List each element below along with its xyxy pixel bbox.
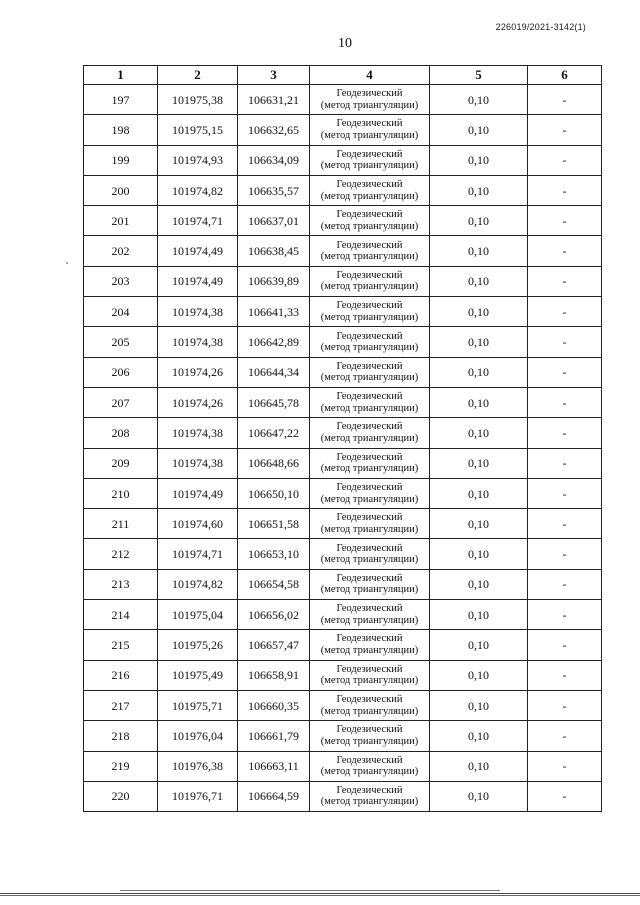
- method-detail: (метод триангуляции): [320, 311, 419, 323]
- method-detail: (метод триангуляции): [320, 402, 419, 414]
- method-cell: [310, 418, 430, 448]
- document-number: 226019/2021-3142(1): [495, 22, 586, 32]
- point-number-cell: 219: [84, 751, 158, 781]
- note-cell: -: [528, 206, 602, 236]
- note-cell: -: [528, 145, 602, 175]
- point-number-cell: 213: [84, 569, 158, 599]
- y-coordinate-cell: 106657,47: [238, 630, 310, 660]
- y-coordinate-cell: 106641,33: [238, 297, 310, 327]
- note-cell: -: [528, 418, 602, 448]
- accuracy-cell: 0,10: [430, 115, 528, 145]
- method-cell: [310, 115, 430, 145]
- table-row: [84, 600, 602, 630]
- table-row: [84, 327, 602, 357]
- method-detail: (метод триангуляции): [320, 160, 419, 172]
- method-name: Геодезический: [336, 391, 403, 403]
- table-row: [84, 751, 602, 781]
- table-row: [84, 115, 602, 145]
- accuracy-cell: 0,10: [430, 327, 528, 357]
- x-coordinate-cell: 101976,04: [158, 721, 238, 751]
- table-row: [84, 206, 602, 236]
- y-coordinate-cell: 106647,22: [238, 418, 310, 448]
- method-name: Геодезический: [336, 118, 403, 130]
- method-name: Геодезический: [336, 300, 403, 312]
- accuracy-cell: 0,10: [430, 236, 528, 266]
- method-cell: [310, 781, 430, 811]
- x-coordinate-cell: 101974,49: [158, 478, 238, 508]
- table-row: [84, 236, 602, 266]
- method-detail: (метод триангуляции): [320, 251, 419, 263]
- table-row: [84, 690, 602, 720]
- accuracy-cell: 0,10: [430, 448, 528, 478]
- method-cell: [310, 236, 430, 266]
- method-name: Геодезический: [336, 572, 403, 584]
- point-number-cell: 211: [84, 509, 158, 539]
- method-detail: (метод триангуляции): [320, 190, 419, 202]
- method-name: Геодезический: [336, 633, 403, 645]
- table-row: [84, 721, 602, 751]
- x-coordinate-cell: 101974,82: [158, 175, 238, 205]
- x-coordinate-cell: 101975,38: [158, 85, 238, 115]
- accuracy-cell: 0,10: [430, 85, 528, 115]
- table-row: [84, 569, 602, 599]
- page-number: 10: [338, 36, 352, 51]
- method-name: Геодезический: [336, 542, 403, 554]
- method-name: Геодезический: [336, 784, 403, 796]
- accuracy-cell: 0,10: [430, 478, 528, 508]
- table-row: [84, 448, 602, 478]
- method-detail: (метод триангуляции): [320, 735, 419, 747]
- method-cell: [310, 85, 430, 115]
- method-cell: [310, 357, 430, 387]
- method-detail: (метод триангуляции): [320, 493, 419, 505]
- column-header: 6: [528, 66, 602, 85]
- method-detail: (метод триангуляции): [320, 432, 419, 444]
- method-cell: [310, 387, 430, 417]
- point-number-cell: 218: [84, 721, 158, 751]
- method-name: Геодезический: [336, 451, 403, 463]
- note-cell: -: [528, 478, 602, 508]
- method-cell: [310, 600, 430, 630]
- point-number-cell: 210: [84, 478, 158, 508]
- method-cell: [310, 690, 430, 720]
- method-name: Геодезический: [336, 694, 403, 706]
- point-number-cell: 209: [84, 448, 158, 478]
- accuracy-cell: 0,10: [430, 175, 528, 205]
- x-coordinate-cell: 101974,38: [158, 448, 238, 478]
- point-number-cell: 215: [84, 630, 158, 660]
- y-coordinate-cell: 106645,78: [238, 387, 310, 417]
- method-name: Геодезический: [336, 754, 403, 766]
- x-coordinate-cell: 101975,71: [158, 690, 238, 720]
- method-cell: [310, 175, 430, 205]
- y-coordinate-cell: 106635,57: [238, 175, 310, 205]
- method-detail: (метод триангуляции): [320, 766, 419, 778]
- x-coordinate-cell: 101976,71: [158, 781, 238, 811]
- x-coordinate-cell: 101974,49: [158, 236, 238, 266]
- point-number-cell: 208: [84, 418, 158, 448]
- method-name: Геодезический: [336, 330, 403, 342]
- accuracy-cell: 0,10: [430, 781, 528, 811]
- method-detail: (метод триангуляции): [320, 523, 419, 535]
- note-cell: -: [528, 660, 602, 690]
- y-coordinate-cell: 106663,11: [238, 751, 310, 781]
- method-name: Геодезический: [336, 239, 403, 251]
- x-coordinate-cell: 101974,26: [158, 357, 238, 387]
- accuracy-cell: 0,10: [430, 660, 528, 690]
- note-cell: -: [528, 115, 602, 145]
- x-coordinate-cell: 101974,38: [158, 327, 238, 357]
- point-number-cell: 217: [84, 690, 158, 720]
- method-name: Геодезический: [336, 360, 403, 372]
- method-cell: [310, 660, 430, 690]
- method-cell: [310, 448, 430, 478]
- method-detail: (метод триангуляции): [320, 554, 419, 566]
- x-coordinate-cell: 101974,26: [158, 387, 238, 417]
- point-number-cell: 203: [84, 266, 158, 296]
- method-detail: (метод триангуляции): [320, 342, 419, 354]
- y-coordinate-cell: 106639,89: [238, 266, 310, 296]
- x-coordinate-cell: 101975,04: [158, 600, 238, 630]
- point-number-cell: 212: [84, 539, 158, 569]
- y-coordinate-cell: 106631,21: [238, 85, 310, 115]
- y-coordinate-cell: 106642,89: [238, 327, 310, 357]
- method-cell: [310, 478, 430, 508]
- accuracy-cell: 0,10: [430, 600, 528, 630]
- table-row: [84, 266, 602, 296]
- point-number-cell: 197: [84, 85, 158, 115]
- table-row: [84, 297, 602, 327]
- accuracy-cell: 0,10: [430, 569, 528, 599]
- method-detail: (метод триангуляции): [320, 584, 419, 596]
- y-coordinate-cell: 106664,59: [238, 781, 310, 811]
- accuracy-cell: 0,10: [430, 387, 528, 417]
- point-number-cell: 207: [84, 387, 158, 417]
- y-coordinate-cell: 106648,66: [238, 448, 310, 478]
- column-header: 3: [238, 66, 310, 85]
- note-cell: -: [528, 509, 602, 539]
- note-cell: -: [528, 236, 602, 266]
- point-number-cell: 198: [84, 115, 158, 145]
- x-coordinate-cell: 101975,49: [158, 660, 238, 690]
- column-header: 1: [84, 66, 158, 85]
- note-cell: -: [528, 85, 602, 115]
- point-number-cell: 204: [84, 297, 158, 327]
- y-coordinate-cell: 106638,45: [238, 236, 310, 266]
- table-body: [84, 85, 602, 812]
- y-coordinate-cell: 106658,91: [238, 660, 310, 690]
- y-coordinate-cell: 106651,58: [238, 509, 310, 539]
- coordinates-table: [83, 65, 602, 812]
- note-cell: -: [528, 751, 602, 781]
- point-number-cell: 205: [84, 327, 158, 357]
- table-row: [84, 387, 602, 417]
- note-cell: -: [528, 569, 602, 599]
- point-number-cell: 201: [84, 206, 158, 236]
- table-row: [84, 145, 602, 175]
- method-cell: [310, 509, 430, 539]
- table-row: [84, 660, 602, 690]
- method-name: Геодезический: [336, 663, 403, 675]
- accuracy-cell: 0,10: [430, 357, 528, 387]
- scan-speck: [66, 262, 68, 264]
- x-coordinate-cell: 101974,93: [158, 145, 238, 175]
- method-detail: (метод триангуляции): [320, 99, 419, 111]
- note-cell: -: [528, 690, 602, 720]
- table-row: [84, 509, 602, 539]
- y-coordinate-cell: 106661,79: [238, 721, 310, 751]
- method-cell: [310, 721, 430, 751]
- x-coordinate-cell: 101974,49: [158, 266, 238, 296]
- method-detail: (метод триангуляции): [320, 644, 419, 656]
- method-detail: (метод триангуляции): [320, 675, 419, 687]
- method-detail: (метод триангуляции): [320, 796, 419, 808]
- scan-artifact-line: [120, 890, 500, 891]
- y-coordinate-cell: 106656,02: [238, 600, 310, 630]
- method-name: Геодезический: [336, 421, 403, 433]
- method-detail: (метод триангуляции): [320, 372, 419, 384]
- table-row: [84, 781, 602, 811]
- table-row: [84, 85, 602, 115]
- accuracy-cell: 0,10: [430, 145, 528, 175]
- column-header: 4: [310, 66, 430, 85]
- x-coordinate-cell: 101974,82: [158, 569, 238, 599]
- method-detail: (метод триангуляции): [320, 463, 419, 475]
- table-row: [84, 357, 602, 387]
- accuracy-cell: 0,10: [430, 297, 528, 327]
- note-cell: -: [528, 448, 602, 478]
- table-row: [84, 478, 602, 508]
- x-coordinate-cell: 101974,71: [158, 206, 238, 236]
- point-number-cell: 202: [84, 236, 158, 266]
- note-cell: -: [528, 387, 602, 417]
- note-cell: -: [528, 266, 602, 296]
- column-header: 2: [158, 66, 238, 85]
- note-cell: -: [528, 297, 602, 327]
- scan-bottom-edge: [0, 893, 640, 896]
- x-coordinate-cell: 101974,71: [158, 539, 238, 569]
- method-cell: [310, 297, 430, 327]
- point-number-cell: 214: [84, 600, 158, 630]
- table-row: [84, 418, 602, 448]
- method-name: Геодезический: [336, 88, 403, 100]
- method-name: Геодезический: [336, 603, 403, 615]
- method-cell: [310, 751, 430, 781]
- table-row: [84, 175, 602, 205]
- table-row: [84, 539, 602, 569]
- x-coordinate-cell: 101974,38: [158, 418, 238, 448]
- accuracy-cell: 0,10: [430, 266, 528, 296]
- method-detail: (метод триангуляции): [320, 614, 419, 626]
- method-cell: [310, 539, 430, 569]
- accuracy-cell: 0,10: [430, 630, 528, 660]
- method-cell: [310, 266, 430, 296]
- method-name: Геодезический: [336, 269, 403, 281]
- note-cell: -: [528, 175, 602, 205]
- y-coordinate-cell: 106632,65: [238, 115, 310, 145]
- method-cell: [310, 327, 430, 357]
- method-name: Геодезический: [336, 482, 403, 493]
- x-coordinate-cell: 101974,60: [158, 509, 238, 539]
- y-coordinate-cell: 106644,34: [238, 357, 310, 387]
- method-detail: (метод триангуляции): [320, 281, 419, 293]
- point-number-cell: 220: [84, 781, 158, 811]
- y-coordinate-cell: 106637,01: [238, 206, 310, 236]
- method-detail: (метод триангуляции): [320, 129, 419, 141]
- note-cell: -: [528, 721, 602, 751]
- note-cell: -: [528, 357, 602, 387]
- method-cell: [310, 145, 430, 175]
- method-cell: [310, 206, 430, 236]
- point-number-cell: 199: [84, 145, 158, 175]
- accuracy-cell: 0,10: [430, 539, 528, 569]
- method-name: Геодезический: [336, 209, 403, 221]
- y-coordinate-cell: 106654,58: [238, 569, 310, 599]
- note-cell: -: [528, 327, 602, 357]
- x-coordinate-cell: 101975,26: [158, 630, 238, 660]
- x-coordinate-cell: 101974,38: [158, 297, 238, 327]
- point-number-cell: 200: [84, 175, 158, 205]
- method-name: Геодезический: [336, 512, 403, 524]
- point-number-cell: 206: [84, 357, 158, 387]
- method-detail: (метод триангуляции): [320, 220, 419, 232]
- note-cell: -: [528, 539, 602, 569]
- column-header: 5: [430, 66, 528, 85]
- note-cell: -: [528, 781, 602, 811]
- table-row: [84, 630, 602, 660]
- table-header-row: [84, 66, 602, 85]
- accuracy-cell: 0,10: [430, 206, 528, 236]
- method-cell: [310, 569, 430, 599]
- method-detail: (метод триангуляции): [320, 705, 419, 717]
- y-coordinate-cell: 106634,09: [238, 145, 310, 175]
- method-name: Геодезический: [336, 179, 403, 191]
- note-cell: -: [528, 600, 602, 630]
- method-name: Геодезический: [336, 148, 403, 160]
- y-coordinate-cell: 106650,10: [238, 478, 310, 508]
- accuracy-cell: 0,10: [430, 418, 528, 448]
- y-coordinate-cell: 106653,10: [238, 539, 310, 569]
- x-coordinate-cell: 101976,38: [158, 751, 238, 781]
- x-coordinate-cell: 101975,15: [158, 115, 238, 145]
- method-cell: [310, 630, 430, 660]
- y-coordinate-cell: 106660,35: [238, 690, 310, 720]
- accuracy-cell: 0,10: [430, 509, 528, 539]
- method-name: Геодезический: [336, 724, 403, 736]
- note-cell: -: [528, 630, 602, 660]
- accuracy-cell: 0,10: [430, 751, 528, 781]
- accuracy-cell: 0,10: [430, 690, 528, 720]
- accuracy-cell: 0,10: [430, 721, 528, 751]
- point-number-cell: 216: [84, 660, 158, 690]
